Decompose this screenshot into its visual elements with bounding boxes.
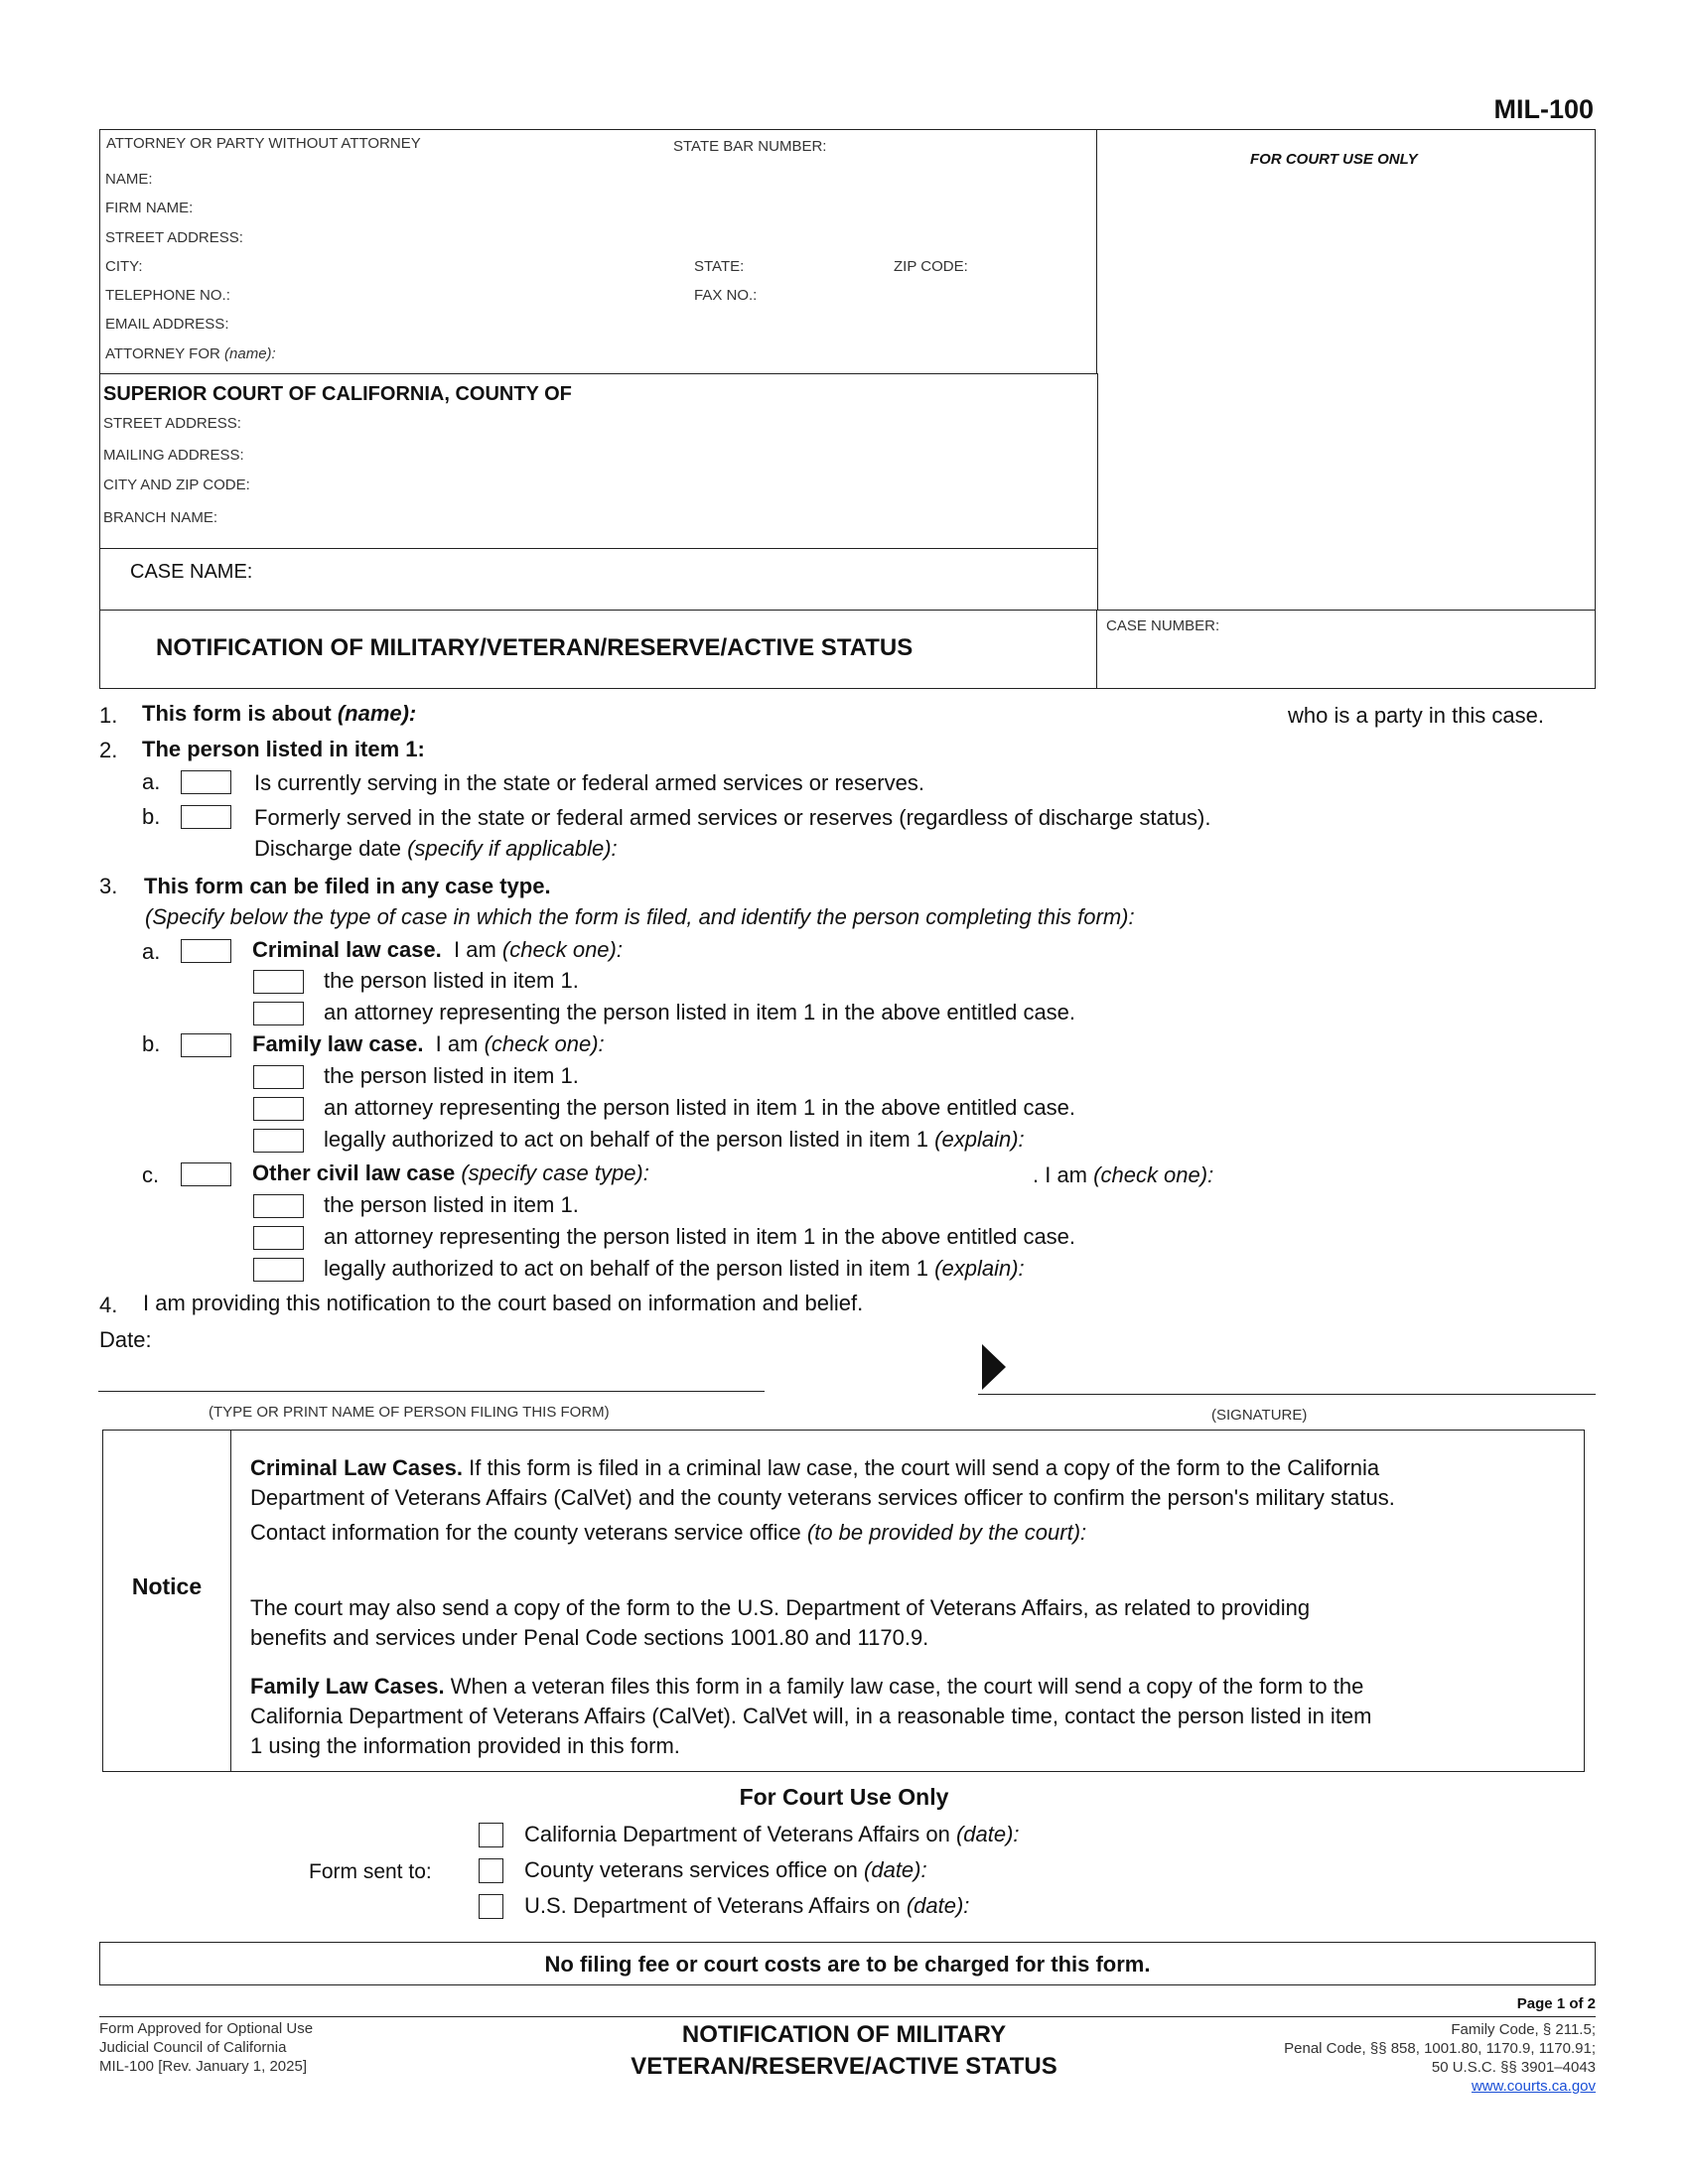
footer-rule (99, 2016, 1596, 2017)
item3b-letter: b. (142, 1031, 161, 1056)
item3c-opt3: legally authorized to act on behalf of the person listed in item 1 (explain): (324, 1256, 1025, 1281)
notice-family-line1: Family Law Cases. When a veteran files this form in a family law case, the court will send a copy of the form to the (250, 1674, 1364, 1699)
court-use-title: For Court Use Only (739, 1784, 949, 1810)
checkbox-sent-usva[interactable] (479, 1894, 503, 1919)
footer-title-2: VETERAN/RESERVE/ACTIVE STATUS (631, 2053, 1057, 2080)
checkbox-family-law[interactable] (181, 1033, 231, 1057)
checkbox-currently-serving[interactable] (181, 770, 231, 794)
form-sent-to-label: Form sent to: (309, 1860, 432, 1883)
item1-number: 1. (99, 703, 118, 728)
checkbox-sent-calvet[interactable] (479, 1823, 503, 1847)
notice-criminal-line1: Criminal Law Cases. If this form is filed in a criminal law case, the court will send a copy of the form to the California (250, 1455, 1380, 1480)
footer-title-1: NOTIFICATION OF MILITARY (681, 2021, 1007, 2048)
court-street-label: STREET ADDRESS: (103, 415, 241, 432)
form-number: MIL-100 (1493, 94, 1594, 124)
item3a-letter: a. (142, 939, 161, 964)
checkbox-criminal-attorney[interactable] (253, 1002, 304, 1025)
item3a-opt1: the person listed in item 1. (324, 968, 579, 993)
form-title: NOTIFICATION OF MILITARY/VETERAN/RESERVE/ACTIVE STATUS (156, 634, 914, 661)
notice-contact: Contact information for the county veterans service office (to be provided by the court): (250, 1520, 1087, 1545)
checkbox-civil-person[interactable] (253, 1194, 304, 1218)
footer-left-3: MIL-100 [Rev. January 1, 2025] (99, 2058, 308, 2075)
item1-suffix: who is a party in this case. (1288, 703, 1545, 728)
notice-divider (230, 1430, 231, 1772)
sent-calvet-label: California Department of Veterans Affairs on (date): (524, 1822, 1020, 1846)
sent-usva-label: U.S. Department of Veterans Affairs on (date): (524, 1893, 970, 1918)
signature-line[interactable] (978, 1394, 1596, 1395)
court-use-box (1096, 129, 1596, 612)
checkbox-civil-attorney[interactable] (253, 1226, 304, 1250)
checkbox-family-authorized[interactable] (253, 1129, 304, 1153)
court-branch-label: BRANCH NAME: (103, 509, 218, 526)
item3c-opt1: the person listed in item 1. (324, 1192, 579, 1217)
attorney-for-label: ATTORNEY FOR (name): (105, 345, 276, 362)
item2a-text: Is currently serving in the state or federal armed services or reserves. (254, 770, 924, 795)
checkbox-criminal-person[interactable] (253, 970, 304, 994)
footer-right-1: Family Code, § 211.5; (1451, 2021, 1596, 2038)
sent-county-label: County veterans services office on (date): (524, 1857, 927, 1882)
item1-label: This form is about (name): (142, 701, 417, 726)
item3b-opt1: the person listed in item 1. (324, 1063, 579, 1088)
case-number-label: CASE NUMBER: (1106, 617, 1220, 634)
checkbox-other-civil[interactable] (181, 1162, 231, 1186)
date-label: Date: (99, 1327, 152, 1352)
city-label: CITY: (105, 258, 143, 275)
state-label: STATE: (694, 258, 745, 275)
item2-label: The person listed in item 1: (142, 737, 425, 761)
footer-right-3: 50 U.S.C. §§ 3901–4043 (1431, 2059, 1596, 2076)
case-name-label: CASE NAME: (130, 561, 253, 583)
state-bar-label: STATE BAR NUMBER: (673, 138, 827, 155)
footer-left-2: Judicial Council of California (99, 2039, 287, 2056)
item3c-iam: . I am (check one): (1033, 1162, 1214, 1187)
courts-link[interactable]: www.courts.ca.gov (1471, 2078, 1596, 2095)
item3a-opt2: an attorney representing the person listed in item 1 in the above entitled case. (324, 1000, 1076, 1024)
checkbox-formerly-served[interactable] (181, 805, 231, 829)
firm-name-label: FIRM NAME: (105, 200, 194, 216)
footer-left-1: Form Approved for Optional Use (99, 2020, 314, 2037)
name-label: NAME: (105, 171, 153, 188)
item3c-opt2: an attorney representing the person listed in item 1 in the above entitled case. (324, 1224, 1076, 1249)
discharge-date-label: Discharge date (specify if applicable): (254, 836, 618, 861)
item2-number: 2. (99, 738, 118, 762)
signature-arrow-icon (982, 1344, 1006, 1390)
checkbox-civil-authorized[interactable] (253, 1258, 304, 1282)
checkbox-family-person[interactable] (253, 1065, 304, 1089)
footer-right-2: Penal Code, §§ 858, 1001.80, 1170.9, 1170.91; (1284, 2040, 1596, 2057)
notice-family-line2: California Department of Veterans Affairs (CalVet). CalVet will, in a reasonable time, contact the person listed in item (250, 1704, 1372, 1728)
item3b-label: Family law case. I am (check one): (252, 1031, 605, 1056)
notice-criminal-line2: Department of Veterans Affairs (CalVet) and the county veterans services officer to confirm the person's military status. (250, 1485, 1395, 1510)
checkbox-sent-county[interactable] (479, 1858, 503, 1883)
item4-number: 4. (99, 1293, 118, 1317)
item3c-label: Other civil law case (specify case type): (252, 1160, 649, 1185)
zip-label: ZIP CODE: (894, 258, 968, 275)
notice-heading: Notice (131, 1573, 203, 1599)
signature-caption: (SIGNATURE) (1211, 1407, 1308, 1424)
item3b-opt2: an attorney representing the person listed in item 1 in the above entitled case. (324, 1095, 1076, 1120)
item2a-letter: a. (142, 769, 161, 794)
item3-number: 3. (99, 874, 118, 898)
checkbox-family-attorney[interactable] (253, 1097, 304, 1121)
attorney-box (99, 129, 1098, 375)
item2b-text: Formerly served in the state or federal armed services or reserves (regardless of discharge status). (254, 805, 1211, 830)
email-label: EMAIL ADDRESS: (105, 316, 229, 333)
fax-label: FAX NO.: (694, 287, 758, 304)
court-title: SUPERIOR COURT OF CALIFORNIA, COUNTY OF (103, 383, 572, 405)
notice-va-line1: The court may also send a copy of the form to the U.S. Department of Veterans Affairs, as related to providing (250, 1595, 1311, 1620)
checkbox-criminal-law[interactable] (181, 939, 231, 963)
court-mailing-label: MAILING ADDRESS: (103, 447, 244, 464)
page-number: Page 1 of 2 (1516, 1995, 1596, 2012)
item3b-opt3: legally authorized to act on behalf of the person listed in item 1 (explain): (324, 1127, 1025, 1152)
item3a-label: Criminal law case. I am (check one): (252, 937, 623, 962)
attorney-party-label: ATTORNEY OR PARTY WITHOUT ATTORNEY (106, 135, 421, 152)
street-address-label: STREET ADDRESS: (105, 229, 243, 246)
item3c-letter: c. (142, 1162, 160, 1187)
telephone-label: TELEPHONE NO.: (105, 287, 230, 304)
court-use-only-label: FOR COURT USE ONLY (1250, 151, 1418, 168)
item4-text: I am providing this notification to the court based on information and belief. (143, 1291, 864, 1315)
notice-family-line3: 1 using the information provided in this form. (250, 1733, 680, 1758)
name-line[interactable] (98, 1391, 765, 1392)
name-caption: (TYPE OR PRINT NAME OF PERSON FILING THIS FORM) (209, 1404, 610, 1421)
notice-va-line2: benefits and services under Penal Code sections 1001.80 and 1170.9. (250, 1625, 929, 1650)
court-city-zip-label: CITY AND ZIP CODE: (103, 477, 250, 493)
item3-label: This form can be filed in any case type. (144, 874, 551, 898)
no-fee-text: No filing fee or court costs are to be charged for this form. (544, 1952, 1151, 1977)
item3-instructions: (Specify below the type of case in which the form is filed, and identify the person completing this form): (145, 904, 1135, 929)
item2b-letter: b. (142, 804, 161, 829)
